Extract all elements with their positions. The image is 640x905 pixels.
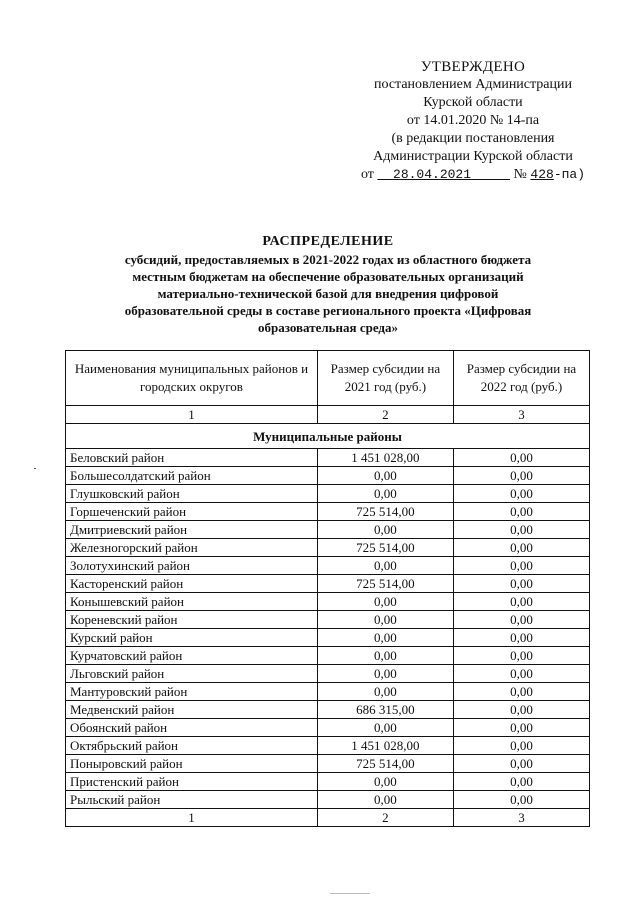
subsidy-2022: 0,00 bbox=[453, 665, 589, 683]
subsidy-table bbox=[65, 350, 590, 827]
municipality-name: Пристенский район bbox=[66, 773, 318, 791]
table-row bbox=[66, 665, 590, 683]
subtitle-line: субсидий, предоставляемых в 2021-2022 годах из областного бюджета bbox=[124, 252, 532, 267]
approval-heading: УТВЕРЖДЕНО bbox=[420, 59, 526, 75]
subsidy-2021: 0,00 bbox=[317, 521, 453, 539]
subsidy-2021: 725 514,00 bbox=[317, 755, 453, 773]
subtitle-line: местным бюджетам на обеспечение образовательных организаций bbox=[132, 269, 524, 284]
municipality-name: Касторенский район bbox=[66, 575, 318, 593]
table-row bbox=[66, 773, 590, 791]
subsidy-2022: 0,00 bbox=[453, 521, 589, 539]
subsidy-2021: 1 451 028,00 bbox=[317, 449, 453, 467]
municipality-name: Беловский район bbox=[66, 449, 318, 467]
municipality-name: Кореневский район bbox=[66, 611, 318, 629]
subsidy-2021: 725 514,00 bbox=[317, 575, 453, 593]
municipality-name: Железногорский район bbox=[66, 539, 318, 557]
scan-speck bbox=[330, 893, 370, 894]
subsidy-2022: 0,00 bbox=[453, 485, 589, 503]
table-row bbox=[66, 467, 590, 485]
approval-line-4: (в редакции постановления bbox=[391, 131, 555, 146]
subsidy-2021: 0,00 bbox=[317, 593, 453, 611]
subsidy-2022: 0,00 bbox=[453, 629, 589, 647]
municipality-name: Обоянский район bbox=[66, 719, 318, 737]
column-number: 2 bbox=[317, 809, 453, 827]
municipality-name: Курский район bbox=[66, 629, 318, 647]
approval-no-prefix: № bbox=[513, 167, 527, 182]
subsidy-2022: 0,00 bbox=[453, 557, 589, 575]
section-row bbox=[66, 424, 590, 449]
subsidy-2022: 0,00 bbox=[453, 683, 589, 701]
subsidy-2021: 0,00 bbox=[317, 683, 453, 701]
column-number: 3 bbox=[453, 809, 589, 827]
approval-date: 28.04.2021 bbox=[393, 167, 472, 182]
document-title: РАСПРЕДЕЛЕНИЕ bbox=[262, 234, 394, 249]
municipality-name: Конышевский район bbox=[66, 593, 318, 611]
municipality-name: Льговский район bbox=[66, 665, 318, 683]
subsidy-2022: 0,00 bbox=[453, 539, 589, 557]
municipality-name: Глушковский район bbox=[66, 485, 318, 503]
table-row bbox=[66, 683, 590, 701]
municipality-name: Курчатовский район bbox=[66, 647, 318, 665]
subsidy-2022: 0,00 bbox=[453, 791, 589, 809]
table-row bbox=[66, 719, 590, 737]
subsidy-2021: 0,00 bbox=[317, 719, 453, 737]
column-number-footer-row bbox=[66, 809, 590, 827]
subsidy-2022: 0,00 bbox=[453, 755, 589, 773]
subtitle-line: материально-технической базой для внедрения цифровой bbox=[157, 286, 499, 301]
table-row bbox=[66, 503, 590, 521]
approval-line-3: от 14.01.2020 № 14-па bbox=[406, 113, 540, 128]
approval-line-1: постановлением Администрации bbox=[374, 77, 572, 92]
subtitle-line: образовательной среды в составе регионального проекта «Цифровая bbox=[124, 303, 532, 318]
municipality-name: Горшеченский район bbox=[66, 503, 318, 521]
subsidy-2021: 725 514,00 bbox=[317, 503, 453, 521]
approval-date-number-line bbox=[355, 166, 591, 184]
municipality-name: Большесолдатский район bbox=[66, 467, 318, 485]
table-row bbox=[66, 485, 590, 503]
subsidy-2021: 725 514,00 bbox=[317, 539, 453, 557]
section-title: Муниципальные районы bbox=[66, 424, 590, 449]
table-row bbox=[66, 611, 590, 629]
header-municipality: Наименования муниципальных районов и городских округов bbox=[66, 351, 318, 406]
approval-line-5: Администрации Курской области bbox=[373, 149, 573, 164]
subsidy-2022: 0,00 bbox=[453, 593, 589, 611]
table-row bbox=[66, 647, 590, 665]
subsidy-2021: 0,00 bbox=[317, 791, 453, 809]
column-number: 3 bbox=[453, 406, 589, 424]
table-row bbox=[66, 755, 590, 773]
table-row bbox=[66, 575, 590, 593]
table-row bbox=[66, 593, 590, 611]
column-number: 1 bbox=[66, 406, 318, 424]
municipality-name: Золотухинский район bbox=[66, 557, 318, 575]
table-row bbox=[66, 449, 590, 467]
column-number: 2 bbox=[317, 406, 453, 424]
subsidy-2021: 0,00 bbox=[317, 467, 453, 485]
table-row bbox=[66, 557, 590, 575]
subsidy-2021: 0,00 bbox=[317, 665, 453, 683]
approval-stamp bbox=[355, 58, 591, 184]
table-row bbox=[66, 629, 590, 647]
table-header-row bbox=[66, 351, 590, 406]
subsidy-2022: 0,00 bbox=[453, 719, 589, 737]
subsidy-2022: 0,00 bbox=[453, 773, 589, 791]
subsidy-2022: 0,00 bbox=[453, 467, 589, 485]
table-row bbox=[66, 791, 590, 809]
subsidy-2021: 0,00 bbox=[317, 557, 453, 575]
municipality-name: Мантуровский район bbox=[66, 683, 318, 701]
subsidy-2022: 0,00 bbox=[453, 449, 589, 467]
table-row bbox=[66, 539, 590, 557]
subsidy-2022: 0,00 bbox=[453, 503, 589, 521]
subsidy-2021: 1 451 028,00 bbox=[317, 737, 453, 755]
approval-line-2: Курской области bbox=[423, 95, 523, 110]
municipality-name: Рыльский район bbox=[66, 791, 318, 809]
municipality-name: Поныровский район bbox=[66, 755, 318, 773]
subsidy-2021: 0,00 bbox=[317, 485, 453, 503]
column-number: 1 bbox=[66, 809, 318, 827]
subsidy-2021: 0,00 bbox=[317, 773, 453, 791]
municipality-name: Октябрьский район bbox=[66, 737, 318, 755]
subsidy-2021: 686 315,00 bbox=[317, 701, 453, 719]
approval-suffix: -па) bbox=[553, 167, 586, 182]
subsidy-2021: 0,00 bbox=[317, 647, 453, 665]
subsidy-2022: 0,00 bbox=[453, 611, 589, 629]
document-title-block bbox=[66, 232, 590, 336]
column-number-row bbox=[66, 406, 590, 424]
subsidy-2022: 0,00 bbox=[453, 647, 589, 665]
table-row bbox=[66, 521, 590, 539]
subsidy-2022: 0,00 bbox=[453, 701, 589, 719]
table-row bbox=[66, 701, 590, 719]
approval-from-prefix: от bbox=[360, 167, 374, 182]
header-2021: Размер субсидии на 2021 год (руб.) bbox=[317, 351, 453, 406]
table-row bbox=[66, 737, 590, 755]
subsidy-2021: 0,00 bbox=[317, 629, 453, 647]
municipality-name: Дмитриевский район bbox=[66, 521, 318, 539]
scan-speck bbox=[34, 468, 36, 469]
subsidy-2022: 0,00 bbox=[453, 575, 589, 593]
approval-number: 428 bbox=[530, 167, 554, 182]
municipality-name: Медвенский район bbox=[66, 701, 318, 719]
subsidy-2022: 0,00 bbox=[453, 737, 589, 755]
header-2022: Размер субсидии на 2022 год (руб.) bbox=[453, 351, 589, 406]
subtitle-line: образовательная среда» bbox=[257, 320, 398, 335]
subsidy-2021: 0,00 bbox=[317, 611, 453, 629]
